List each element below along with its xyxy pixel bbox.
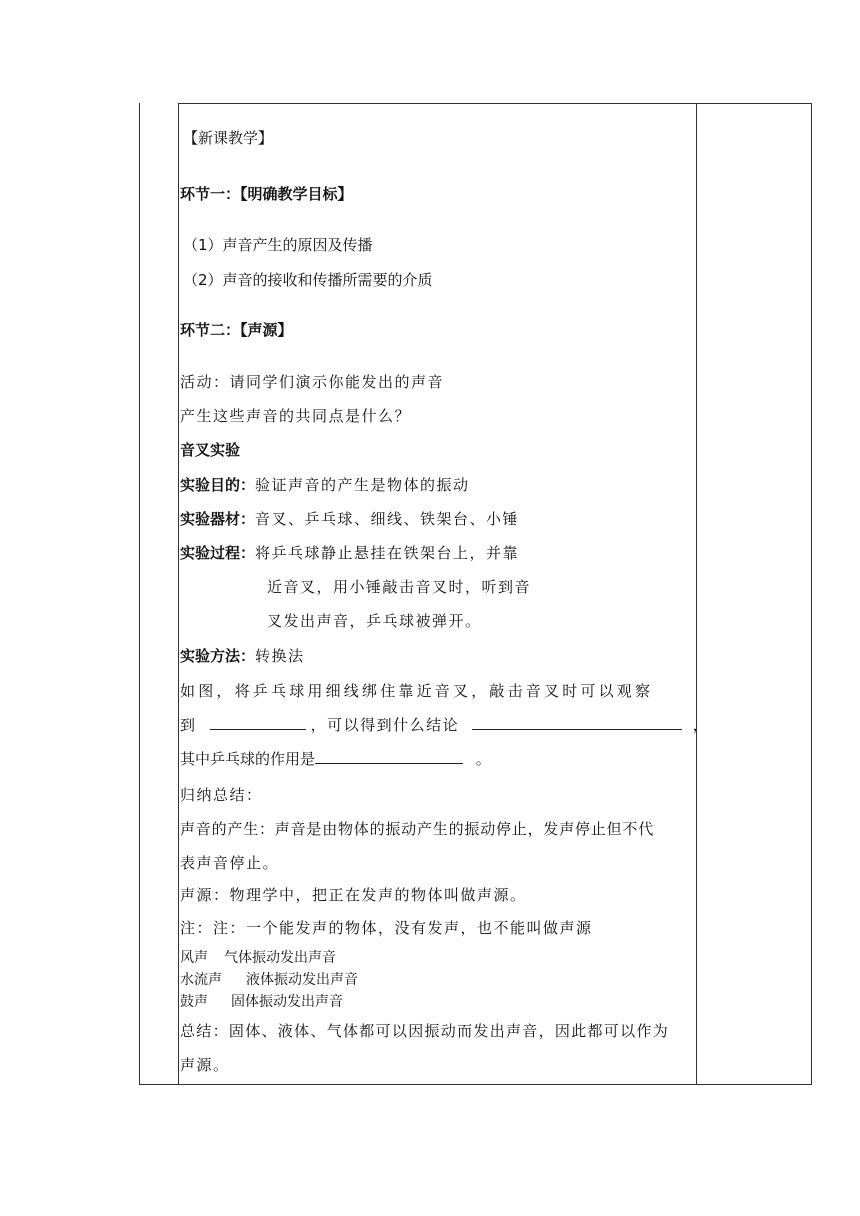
summary-head: 归纳总结：: [180, 786, 263, 804]
source-definition: 声源：物理学中，把正在发声的物体叫做声源。: [180, 886, 527, 904]
table-right-border: [811, 103, 812, 1085]
table-bottom-border: [139, 1084, 812, 1085]
example-desc: 固体振动发出声音: [231, 994, 343, 1010]
stage2-heading: 环节二：【声源】: [180, 321, 293, 339]
example-name: 水流声: [180, 972, 222, 988]
conclusion-text: 总结：固体、液体、气体都可以因振动而发出声音，因此都可以作为: [180, 1022, 670, 1040]
experiment-equipment: [180, 509, 519, 529]
question-text: 产生这些声音的共同点是什么？: [180, 407, 412, 425]
activity-text: 活动：请同学们演示你能发出的声音: [180, 373, 445, 391]
equipment-label: 实验器材：: [180, 510, 256, 528]
note-text: 注：注：一个能发声的物体，没有发声，也不能叫做声源: [180, 919, 593, 937]
goal-item: （2）声音的接收和传播所需要的介质: [183, 271, 433, 289]
fill-question-line2: [180, 715, 708, 735]
example-row: [180, 970, 358, 990]
example-row: [180, 948, 336, 968]
experiment-process: [180, 543, 519, 563]
table-column-divider-left: [178, 103, 179, 1085]
fill-text: 其中乒乓球的作用是: [180, 750, 316, 768]
table-top-border: [178, 103, 812, 104]
goal-item: （1）声音产生的原因及传播: [183, 236, 373, 254]
method-text: 转换法: [255, 647, 305, 665]
example-desc: 气体振动发出声音: [224, 950, 336, 966]
experiment-title: 音叉实验: [180, 441, 241, 459]
answer-blank-observation[interactable]: [210, 715, 306, 730]
experiment-method: [180, 646, 305, 666]
example-name: 风声: [180, 950, 208, 966]
fill-text: ，: [692, 716, 708, 734]
conclusion-text: 声源。: [180, 1056, 230, 1074]
answer-blank-role[interactable]: [315, 749, 463, 764]
example-desc: 液体振动发出声音: [246, 972, 358, 988]
example-name: 鼓声: [180, 994, 208, 1010]
process-line: 叉发出声音，乒乓球被弹开。: [267, 612, 482, 630]
fill-text: 。: [475, 750, 491, 768]
fill-question-line3: [180, 749, 491, 769]
fill-text: ，可以得到什么结论: [310, 716, 460, 734]
equipment-text: 音叉、乒乓球、细线、铁架台、小锤: [255, 510, 520, 528]
method-label: 实验方法：: [180, 647, 256, 665]
fill-question-line1: 如图，将乒乓球用细线绑住靠近音叉，敲击音叉时可以观察: [180, 682, 654, 700]
purpose-label: 实验目的：: [180, 476, 256, 494]
experiment-purpose: [180, 475, 470, 495]
section-title: 【新课教学】: [183, 129, 274, 147]
example-row: [180, 992, 343, 1012]
table-left-border: [139, 103, 140, 1085]
answer-blank-conclusion[interactable]: [472, 715, 682, 730]
fill-text: 到: [180, 716, 196, 734]
purpose-text: 验证声音的产生是物体的振动: [255, 476, 470, 494]
table-column-divider-right: [696, 103, 697, 1085]
production-text: 声音的产生：声音是由物体的振动产生的振动停止，发声停止但不代: [180, 820, 655, 838]
process-line: 近音叉，用小锤敲击音叉时，听到音: [267, 578, 532, 596]
process-line: 将乒乓球静止悬挂在铁架台上，并靠: [255, 544, 520, 562]
process-label: 实验过程：: [180, 544, 256, 562]
production-text: 表声音停止。: [180, 854, 280, 872]
stage1-heading: 环节一：【明确教学目标】: [180, 185, 353, 203]
